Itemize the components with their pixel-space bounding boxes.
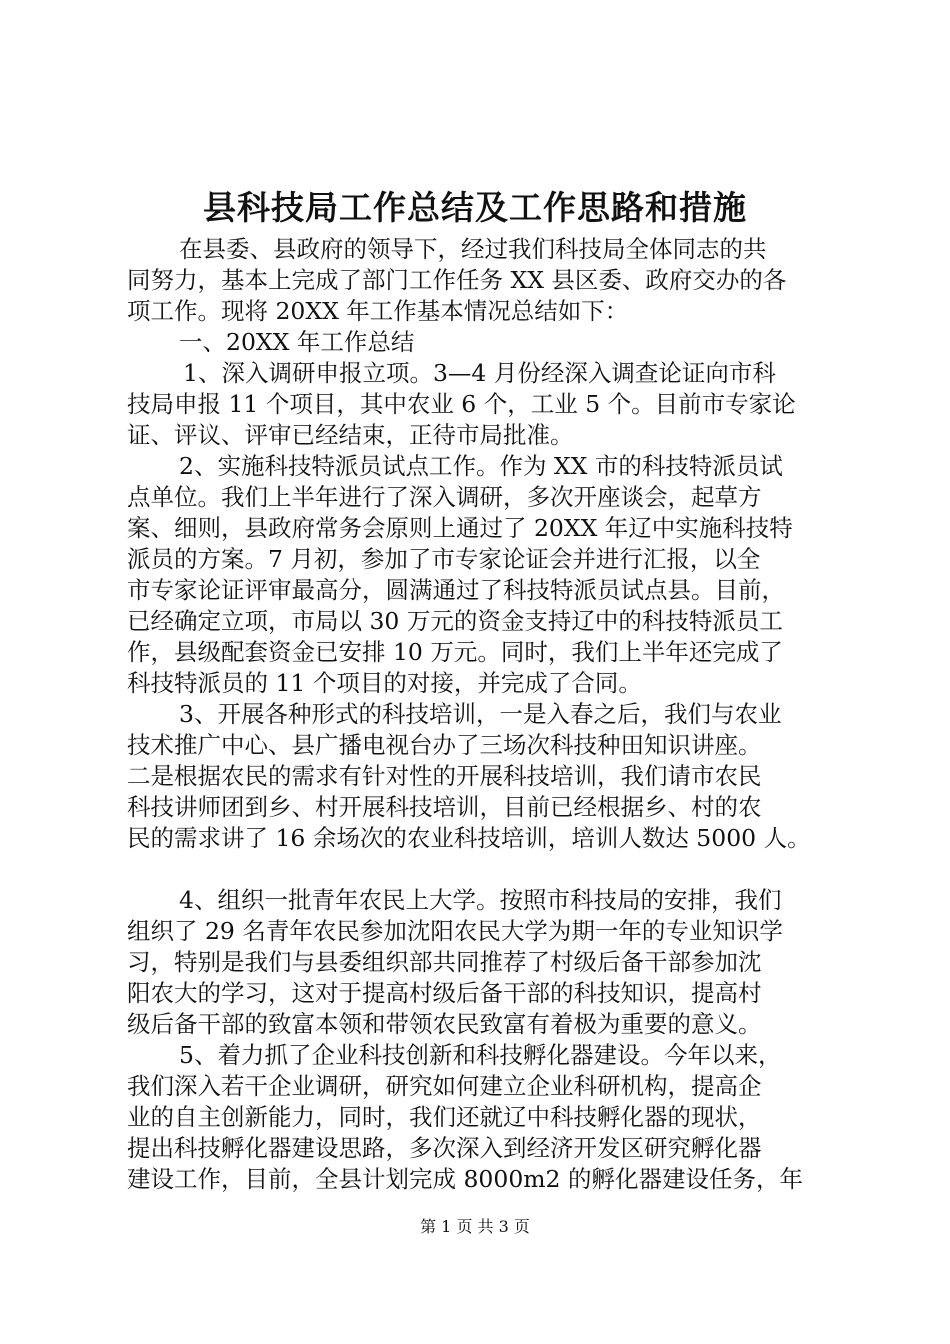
paragraph-line: 案、细则，县政府常务会原则上通过了 20XX 年辽中实施科技特 [127,514,793,542]
page-footer: 第 1 页 共 3 页 [420,1217,530,1236]
paragraph-line: 同努力，基本上完成了部门工作任务 XX 县区委、政府交办的各 [127,266,787,294]
paragraph-spacer [127,854,839,885]
document-body [127,234,839,1195]
paragraph-line: 科技讲师团到乡、村开展科技培训，目前已经根据乡、村的农 [127,793,762,821]
paragraph-line: 民的需求讲了 16 余场次的农业科技培训，培训人数达 5000 人。 [127,824,811,852]
paragraph-line: 业的自主创新能力，同时，我们还就辽中科技孵化器的现状， [127,1103,762,1131]
paragraph-line: 科技特派员的 11 个项目的对接，并完成了合同。 [127,669,642,697]
paragraph-line: 1、深入调研申报立项。3—4 月份经深入调查论证向市科 [183,359,776,387]
paragraph-line: 市专家论证评审最高分，圆满通过了科技特派员试点县。目前， [127,576,785,604]
paragraph-line: 4、组织一批青年农民上大学。按照市科技局的安排，我们 [179,886,782,914]
paragraph-line: 组织了 29 名青年农民参加沈阳农民大学为期一年的专业知识学 [127,917,783,945]
document-title: 县科技局工作总结及工作思路和措施 [203,188,747,227]
paragraph-line: 项工作。现将 20XX 年工作基本情况总结如下： [127,297,629,325]
paragraph-line: 级后备干部的致富本领和带领农民致富有着极为重要的意义。 [127,1010,762,1038]
paragraph-line: 2、实施科技特派员试点工作。作为 XX 市的科技特派员试 [179,452,783,480]
paragraph-line: 技局申报 11 个项目，其中农业 6 个，工业 5 个。目前市专家论 [127,390,796,418]
paragraph-line: 在县委、县政府的领导下，经过我们科技局全体同志的共 [179,235,767,263]
paragraph-line: 3、开展各种形式的科技培训，一是入春之后，我们与农业 [179,700,782,728]
paragraph-line: 派员的方案。7 月初，参加了市专家论证会并进行汇报，以全 [127,545,761,573]
paragraph-line: 我们深入若干企业调研，研究如何建立企业科研机构，提高企 [127,1072,762,1100]
paragraph-line: 证、评议、评审已经结束，正待市局批准。 [127,421,574,449]
paragraph-line: 技术推广中心、县广播电视台办了三场次科技种田知识讲座。 [127,731,762,759]
paragraph-line: 提出科技孵化器建设思路，多次深入到经济开发区研究孵化器 [127,1134,762,1162]
paragraph-line: 5、着力抓了企业科技创新和科技孵化器建设。今年以来， [179,1041,782,1069]
paragraph-line: 已经确定立项，市局以 30 万元的资金支持辽中的科技特派员工 [127,607,783,635]
paragraph-line: 二是根据农民的需求有针对性的开展科技培训，我们请市农民 [127,762,762,790]
paragraph-line: 习，特别是我们与县委组织部共同推荐了村级后备干部参加沈 [127,948,762,976]
paragraph-line: 阳农大的学习，这对于提高村级后备干部的科技知识，提高村 [127,979,762,1007]
section-heading: 一、20XX 年工作总结 [179,328,415,356]
paragraph-line: 作，县级配套资金已安排 10 万元。同时，我们上半年还完成了 [127,638,783,666]
paragraph-line: 点单位。我们上半年进行了深入调研，多次开座谈会，起草方 [127,483,762,511]
paragraph-line: 建设工作，目前，全县计划完成 8000m2 的孵化器建设任务，年 [127,1165,803,1193]
